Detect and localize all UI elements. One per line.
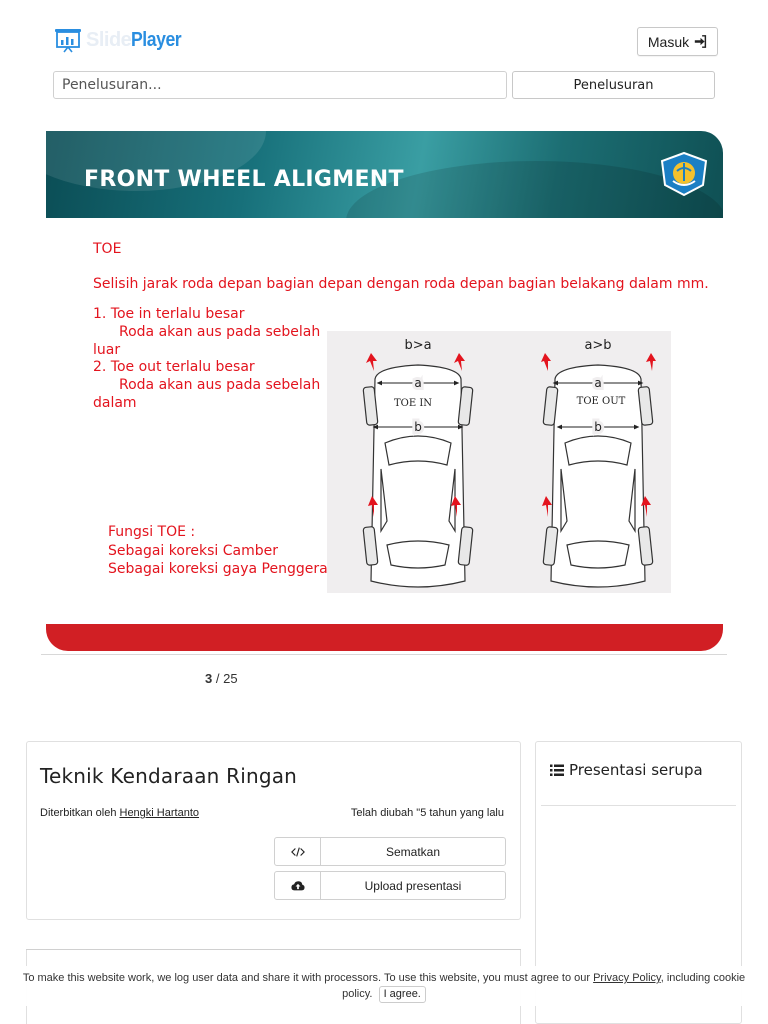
privacy-policy-link[interactable]: Privacy Policy [593, 972, 661, 984]
presentation-logo-icon [52, 27, 84, 53]
toe-diagram [327, 331, 671, 593]
pager-total: / 25 [215, 671, 238, 686]
slide-list-item: 2. Toe out terlalu besar [93, 359, 255, 375]
code-icon [291, 845, 305, 859]
cookie-text-before: To make this website work, we log user data and share it with processors. To use this website, you must agree to our [22, 972, 591, 984]
sign-in-icon [694, 35, 707, 48]
cookie-agree-button[interactable]: I agree. [379, 986, 426, 1003]
slide-list-item: Roda akan aus pada sebelah [119, 377, 321, 393]
dimension-label-b: b [414, 420, 422, 434]
slide-function-title: Fungsi TOE : [108, 524, 196, 540]
slide-footer-band [46, 624, 723, 651]
site-header [0, 0, 768, 112]
publisher-prefix: Diterbitkan oleh [40, 807, 117, 819]
upload-button[interactable] [274, 871, 506, 900]
slide-divider [41, 654, 727, 655]
logo-faded-text: Slide [86, 28, 132, 51]
login-label: Masuk [647, 33, 690, 50]
similar-divider [541, 805, 736, 806]
embed-label: Sematkan [385, 844, 441, 859]
slide-list-item: dalam [93, 395, 137, 411]
login-button[interactable] [637, 27, 718, 56]
diagram-label-toe-in-condition: b>a [404, 338, 432, 353]
slide-list-item: Roda akan aus pada sebelah [119, 324, 321, 340]
dimension-label-a: a [414, 376, 422, 390]
slide-definition: Selisih jarak roda depan bagian depan dengan roda depan bagian belakang dalam mm. [93, 276, 709, 292]
list-icon [550, 764, 564, 777]
diagram-label-toe-out-condition: a>b [584, 338, 612, 353]
publisher-link[interactable]: Hengki Hartanto [119, 807, 199, 819]
slide-function-item: Sebagai koreksi Camber [108, 543, 278, 559]
cloud-upload-icon [291, 879, 305, 893]
modified-date: Telah diubah "5 tahun yang lalu [350, 807, 504, 819]
search-input[interactable] [53, 71, 507, 99]
slide-heading-toe: TOE [93, 241, 122, 257]
presentation-title: Teknik Kendaraan Ringan [40, 764, 298, 788]
similar-heading [550, 761, 703, 779]
diagram-caption-toe-in: TOE IN [393, 398, 433, 409]
cookie-text-after: , including cookie policy. [342, 972, 746, 1000]
site-logo[interactable] [52, 26, 188, 54]
embed-icon-cell [275, 838, 321, 865]
pager-current: 3 [205, 671, 213, 686]
slide-list-item: 1. Toe in terlalu besar [93, 306, 245, 322]
publisher-info [40, 807, 199, 819]
dimension-label-b: b [594, 420, 602, 434]
slide-list-item: luar [93, 342, 121, 358]
diagram-caption-toe-out: TOE OUT [576, 396, 626, 407]
similar-heading-label: Presentasi serupa [569, 761, 703, 779]
upload-label: Upload presentasi [364, 878, 462, 893]
slide-pager [205, 671, 238, 686]
slide-title: FRONT WHEEL ALIGMENT [84, 167, 404, 192]
cookie-consent-bar [0, 966, 768, 1006]
tut-wuri-emblem-icon [659, 151, 709, 197]
dimension-label-a: a [594, 376, 602, 390]
embed-button[interactable] [274, 837, 506, 866]
slide-function-item: Sebagai koreksi gaya Penggerak [108, 561, 336, 577]
slide-viewer[interactable] [46, 131, 723, 651]
presentation-info-card [26, 741, 521, 920]
upload-icon-cell [275, 872, 321, 899]
search-button[interactable]: Penelusuran [512, 71, 715, 99]
logo-text: Player [131, 28, 182, 51]
